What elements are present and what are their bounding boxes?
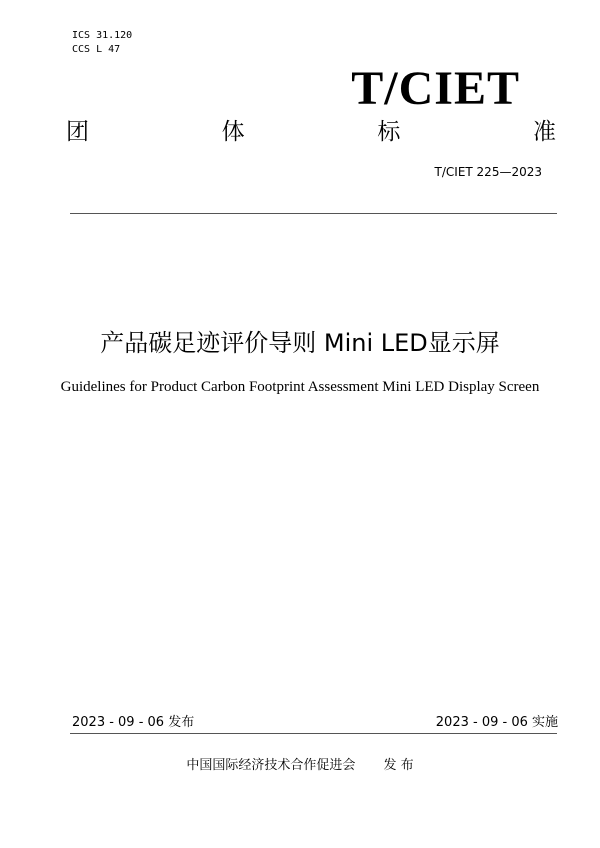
- document-title-chinese: 产品碳足迹评价导则 Mini LED显示屏: [100, 329, 500, 357]
- standard-number: T/CIET 225—2023: [434, 165, 542, 179]
- standard-type-char: 团: [66, 119, 89, 145]
- document-title-english: Guidelines for Product Carbon Footprint Assessment Mini LED Display Screen: [60, 379, 540, 395]
- publisher: [0, 757, 600, 775]
- issue-date: 2023 - 09 - 06 发布: [72, 715, 195, 730]
- publisher-name: 中国国际经济技术合作促进会: [186, 758, 356, 773]
- organization-code: T/CIET: [351, 62, 520, 115]
- ccs-code: CCS L 47: [72, 44, 121, 55]
- standard-type-char: 准: [532, 119, 556, 145]
- bottom-divider: [70, 733, 557, 734]
- standard-type: [66, 118, 556, 146]
- ics-code: ICS 31.120: [72, 30, 133, 41]
- standard-type-char: 体: [221, 119, 245, 145]
- publisher-action: 发 布: [383, 758, 414, 773]
- implementation-date: 2023 - 09 - 06 实施: [435, 715, 558, 730]
- standard-type-char: 标: [377, 119, 401, 145]
- top-divider: [70, 213, 557, 214]
